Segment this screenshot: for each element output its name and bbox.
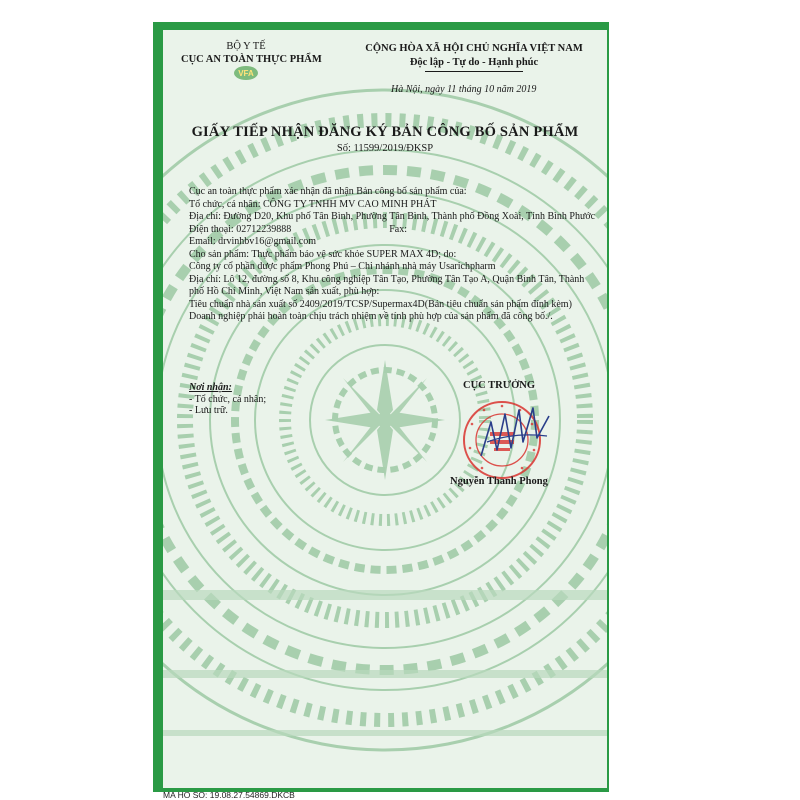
dossier-code: MA HO SO: 19.08.27.54869.DKCB xyxy=(163,790,295,800)
handwritten-signature xyxy=(477,402,553,466)
recipient-item: - Tổ chức, cá nhân; xyxy=(189,393,267,405)
certificate-paper xyxy=(163,30,607,788)
recipient-item: - Lưu trữ. xyxy=(189,405,228,416)
vfa-logo xyxy=(233,65,259,81)
responsibility-line: Doanh nghiệp phải hoàn toàn chịu trách nhiệm về tính phù hợp của sản phẩm đã công bố./. xyxy=(189,311,553,322)
fax: Fax: xyxy=(389,223,407,235)
manufacturer-address-line: Địa chỉ: Lô 12, đường số 8, Khu công nghiệp Tân Tạo, Phường Tân Tạo A, Quận Bình Tân, Thành phố Hồ Chí Minh, Việt Nam sản xuất, phù hợp: xyxy=(189,273,585,297)
national-motto: Độc lập - Tự do - Hạnh phúc xyxy=(409,57,539,68)
svg-text:VFA: VFA xyxy=(238,69,254,78)
product-line: Cho sản phẩm: Thực phẩm bảo vệ sức khỏe SUPER MAX 4D; do: xyxy=(189,248,457,260)
email-line: Email: drvinhbv16@gmail.com xyxy=(189,236,316,247)
document-number: Số: 11599/2019/ĐKSP xyxy=(336,143,434,154)
manufacturer-line: Công ty cổ phần dược phẩm Phong Phú – Chi nhánh nhà máy Usarichpharm xyxy=(189,261,496,272)
phone-fax-line xyxy=(189,224,599,237)
signatory-title: CỤC TRƯỞNG xyxy=(463,380,536,391)
certificate-body xyxy=(189,186,599,324)
ministry-name: BỘ Y TẾ xyxy=(226,41,266,52)
document-title: GIẤY TIẾP NHẬN ĐĂNG KÝ BẢN CÔNG BỐ SẢN PHẨM xyxy=(191,124,579,140)
recipients-heading: Nơi nhận: xyxy=(189,382,232,393)
organization-line: Tổ chức, cá nhân: CÔNG TY TNHH MV CAO MINH PHÁT xyxy=(189,198,437,210)
intro-line: Cục an toàn thực phẩm xác nhận đã nhận Bản công bố sản phẩm của: xyxy=(189,186,467,197)
motto-underline xyxy=(425,71,523,72)
address-line: Địa chỉ: Đường D20, Khu phố Tân Bình, Phường Tân Bình, Thành phố Đồng Xoài, Tỉnh Bình Phước xyxy=(189,211,596,222)
country-name: CỘNG HÒA XÃ HỘI CHỦ NGHĨA VIỆT NAM xyxy=(365,43,583,54)
signatory-name: Nguyễn Thanh Phong xyxy=(450,476,548,487)
phone: Điện thoại: 02712239888 xyxy=(189,223,292,235)
recipients-block xyxy=(189,382,266,417)
agency-name: CỤC AN TOÀN THỰC PHẨM xyxy=(181,54,322,65)
standard-line: Tiêu chuẩn nhà sản xuất số 2409/2019/TCSP/Supermax4D(Bản tiêu chuẩn sản phẩm đính kèm) xyxy=(189,298,572,310)
certificate-content xyxy=(163,30,607,788)
issue-date: Hà Nội, ngày 11 tháng 10 năm 2019 xyxy=(391,84,537,95)
